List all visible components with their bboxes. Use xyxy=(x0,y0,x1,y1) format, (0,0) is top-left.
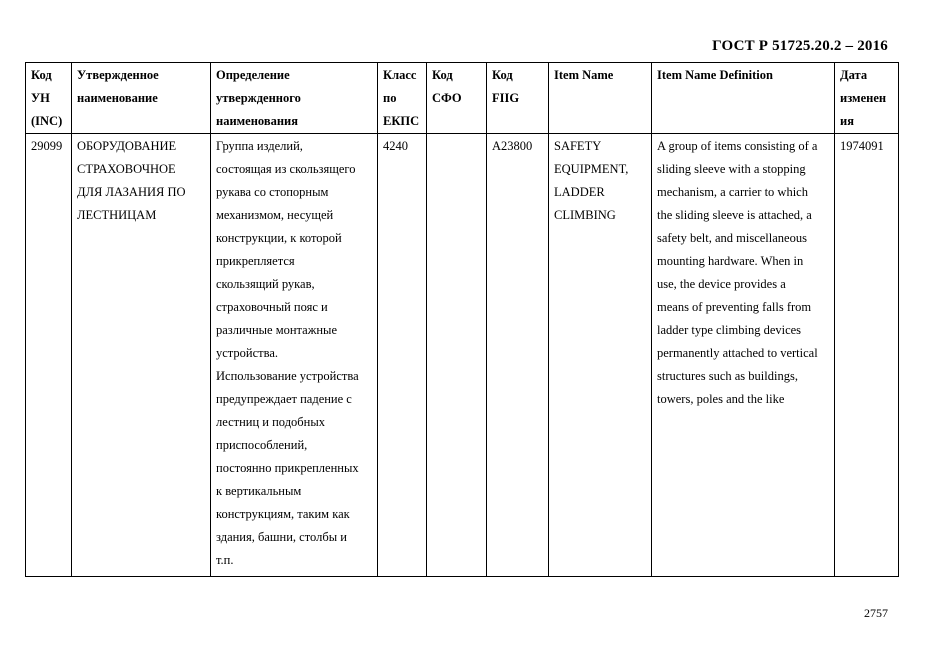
cell-line: A group of items consisting of a xyxy=(657,139,818,153)
column-header-line: УН xyxy=(31,91,50,105)
column-header-line: по xyxy=(383,91,397,105)
standard-header: ГОСТ Р 51725.20.2 – 2016 xyxy=(712,38,888,54)
column-header-line: утвержденного xyxy=(216,91,301,105)
column-header-line: наименование xyxy=(77,91,158,105)
cell-line: ОБОРУДОВАНИЕ xyxy=(77,139,177,153)
column-header-line: Код xyxy=(31,68,52,82)
cell-approved-name xyxy=(72,134,211,577)
cell-line: LADDER xyxy=(554,185,605,199)
cell-line: механизмом, несущей xyxy=(216,208,334,222)
column-header-date xyxy=(835,63,899,134)
cell-line: устройства. xyxy=(216,346,279,360)
column-header-definition-ru xyxy=(211,63,378,134)
cell-line: конструкциям, таким как xyxy=(216,507,350,521)
cell-fiig xyxy=(487,134,549,577)
cell-item-name xyxy=(549,134,652,577)
cell-line: различные монтажные xyxy=(216,323,337,337)
column-header-line: Дата xyxy=(840,68,868,82)
cell-line: состоящая из скользящего xyxy=(216,162,356,176)
cell-line: прикрепляется xyxy=(216,254,295,268)
cell-line: SAFETY xyxy=(554,139,602,153)
cell-line: sliding sleeve with a stopping xyxy=(657,162,806,176)
cell-item-def xyxy=(652,134,835,577)
cell-date xyxy=(835,134,899,577)
column-header-line: Item Name Definition xyxy=(657,68,773,82)
column-header-line: Класс xyxy=(383,68,417,82)
column-header-line: Код xyxy=(492,68,513,82)
cell-line: предупреждает падение с xyxy=(216,392,352,406)
cell-line: Группа изделий, xyxy=(216,139,303,153)
column-header-line: ЕКПС xyxy=(383,114,420,128)
cell-line: mechanism, a carrier to which xyxy=(657,185,808,199)
cell-line: safety belt, and miscellaneous xyxy=(657,231,807,245)
cell-line: Использование устройства xyxy=(216,369,359,383)
column-header-line: изменен xyxy=(840,91,887,105)
cell-line: к вертикальным xyxy=(216,484,302,498)
column-header-line: наименования xyxy=(216,114,299,128)
column-header-line: Item Name xyxy=(554,68,614,82)
column-header-inc xyxy=(26,63,72,134)
cell-inc xyxy=(26,134,72,577)
cell-ekps xyxy=(378,134,427,577)
cell-line: A23800 xyxy=(492,139,533,153)
cell-line: CLIMBING xyxy=(554,208,616,222)
cell-line: EQUIPMENT, xyxy=(554,162,629,176)
cell-line: structures such as buildings, xyxy=(657,369,798,383)
column-header-line: Утвержденное xyxy=(77,68,159,82)
cell-line: permanently attached to vertical xyxy=(657,346,818,360)
cell-line: лестниц и подобных xyxy=(216,415,326,429)
cell-line: the sliding sleeve is attached, a xyxy=(657,208,812,222)
cell-line: страховочный пояс и xyxy=(216,300,328,314)
column-header-item-def xyxy=(652,63,835,134)
cell-line: скользящий рукав, xyxy=(216,277,315,291)
cell-line: 4240 xyxy=(383,139,408,153)
cell-definition-ru xyxy=(211,134,378,577)
column-header-line: Код xyxy=(432,68,453,82)
column-header-line: СФО xyxy=(432,91,462,105)
cell-line: постоянно прикрепленных xyxy=(216,461,359,475)
cell-line: приспособлений, xyxy=(216,438,308,452)
cell-line: конструкции, к которой xyxy=(216,231,342,245)
column-header-approved-name xyxy=(72,63,211,134)
cell-line: 29099 xyxy=(31,139,63,153)
cell-line: рукава со стопорным xyxy=(216,185,329,199)
cell-line: СТРАХОВОЧНОЕ xyxy=(77,162,176,176)
page-number: 2757 xyxy=(864,606,888,620)
cell-sfo xyxy=(427,134,487,577)
cell-line: use, the device provides a xyxy=(657,277,786,291)
cell-line: ЛЕСТНИЦАМ xyxy=(77,208,157,222)
cell-line: means of preventing falls from xyxy=(657,300,812,314)
column-header-fiig xyxy=(487,63,549,134)
table-header-row xyxy=(26,63,899,134)
table-body xyxy=(26,134,899,577)
cell-line: mounting hardware. When in xyxy=(657,254,804,268)
cell-line: ladder type climbing devices xyxy=(657,323,802,337)
column-header-line: Определение xyxy=(216,68,290,82)
column-header-line: FIIG xyxy=(492,91,520,105)
cell-line: 1974091 xyxy=(840,139,884,153)
cell-line: ДЛЯ ЛАЗАНИЯ ПО xyxy=(77,185,186,199)
column-header-line: ия xyxy=(840,114,854,128)
cell-line: т.п. xyxy=(216,553,234,567)
column-header-line: (INC) xyxy=(31,114,63,128)
column-header-item-name xyxy=(549,63,652,134)
table-row xyxy=(26,134,899,577)
cell-line: здания, башни, столбы и xyxy=(216,530,347,544)
item-name-table xyxy=(25,62,899,577)
column-header-ekps xyxy=(378,63,427,134)
cell-line: towers, poles and the like xyxy=(657,392,785,406)
column-header-sfo xyxy=(427,63,487,134)
